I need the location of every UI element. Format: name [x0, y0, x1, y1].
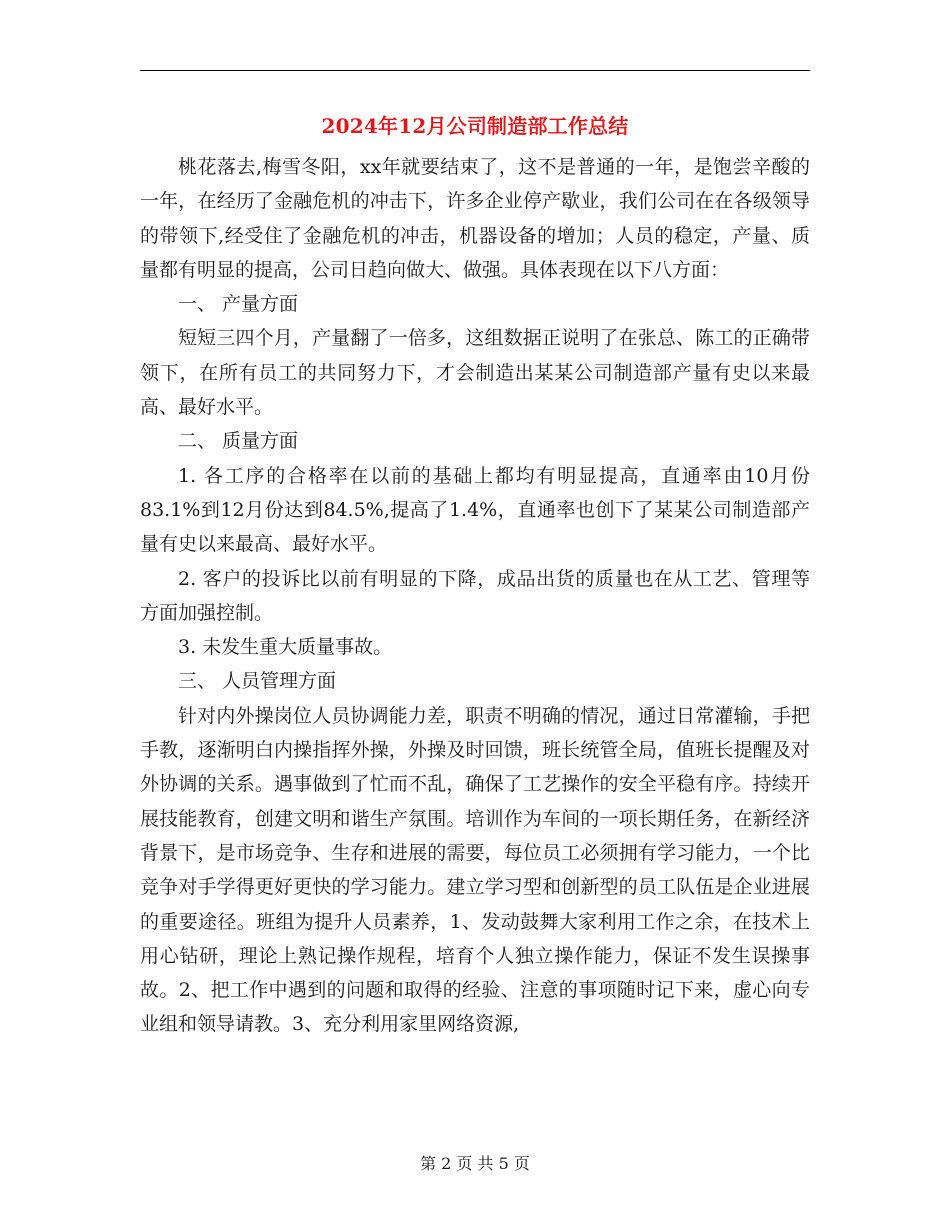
quality-item-1: 1. 各工序的合格率在以前的基础上都均有明显提高，直通率由10月份83.1%到12月份达到84.5%,提高了1.4%，直通率也创下了某某公司制造部产量有史以来最高、最好水平。 — [140, 464, 810, 556]
personnel-paragraph: 针对内外操岗位人员协调能力差，职责不明确的情况，通过日常灌输，手把手教，逐渐明白内操指挥外操，外操及时回馈，班长统管全局，值班长提醒及对外协调的关系。遇事做到了忙而不乱，确保了工艺操作的安全平稳有序。持续开展技能教育，创建文明和谐生产氛围。培训作为车间的一项长期任务，在新经济背景下，是市场竞争、生存和进展的需要，每位员工必须拥有学习能力，一个比竞争对手学得更好更快的学习能力。建立学习型和创新型的员工队伍是企业进展的重要途径。班组为提升人员素养，1、发动鼓舞大家利用工作之余，在技术上用心钻研，理论上熟记操作规程，培育个人独立操作能力，保证不发生误操事故。2、把工作中遇到的问题和取得的经验、注意的事项随时记下来，虚心向专业组和领导请教。3、充分利用家里网络资源, — [140, 704, 810, 1036]
section-heading-personnel: 三、 人员管理方面 — [178, 670, 337, 693]
section-heading-quality: 二、 质量方面 — [178, 430, 299, 453]
document-title: 2024年12月公司制造部工作总结 — [321, 114, 629, 138]
output-paragraph: 短短三四个月，产量翻了一倍多，这组数据正说明了在张总、陈工的正确带领下，在所有员工的共同努力下，才会制造出某某公司制造部产量有史以来最高、最好水平。 — [140, 327, 810, 419]
quality-item-3: 3. 未发生重大质量事故。 — [178, 636, 393, 659]
page-footer: 第 2 页 共 5 页 — [420, 1154, 530, 1173]
document-body — [140, 150, 810, 1042]
intro-paragraph: 桃花落去,梅雪冬阳，xx年就要结束了，这不是普通的一年，是饱尝辛酸的一年，在经历了金融危机的冲击下，许多企业停产歇业，我们公司在在各级领导的带领下,经受住了金融危机的冲击，机器设备的增加；人员的稳定，产量、质量都有明显的提高，公司日趋向做大、做强。具体表现在以下八方面： — [140, 156, 810, 281]
quality-item-2: 2. 客户的投诉比以前有明显的下降，成品出货的质量也在从工艺、管理等方面加强控制。 — [140, 567, 810, 624]
header-rule — [140, 70, 810, 71]
section-heading-output: 一、 产量方面 — [178, 293, 299, 316]
